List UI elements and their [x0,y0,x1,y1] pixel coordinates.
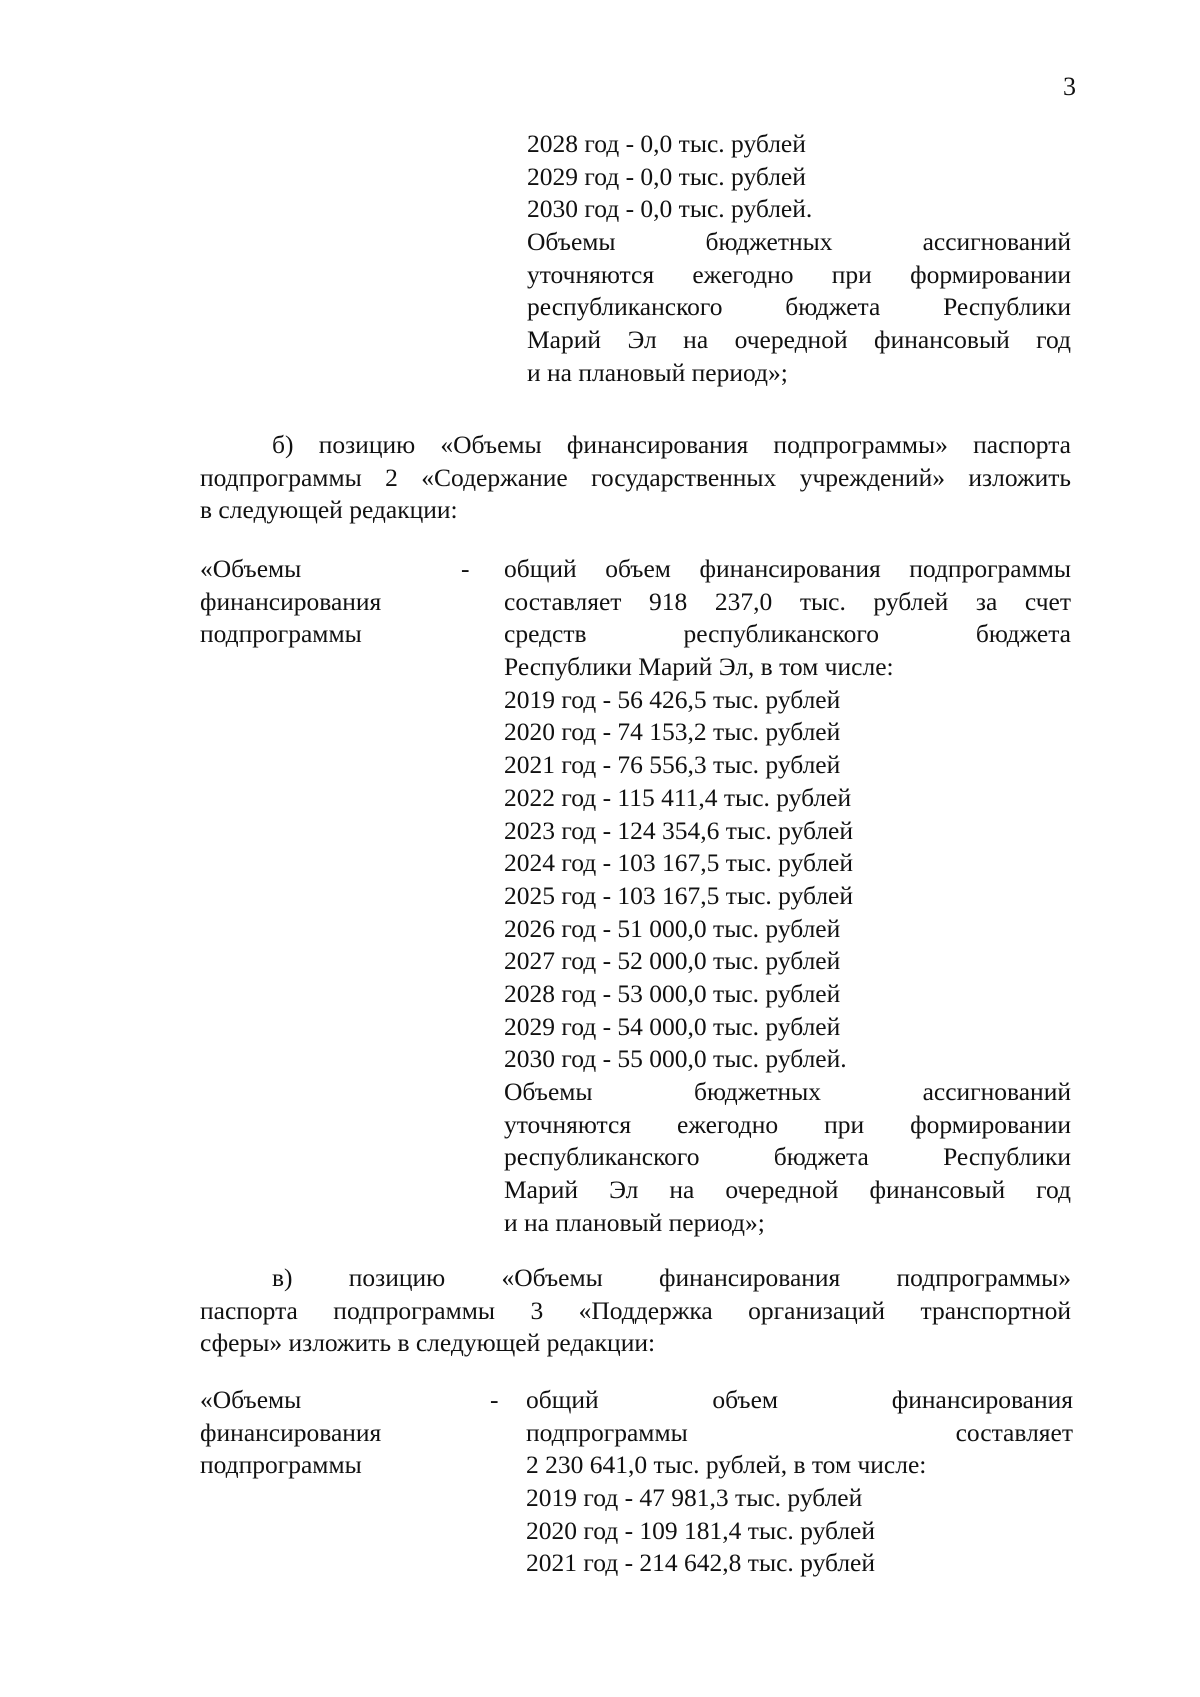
text-line: общий объем финансирования подпрограммы [504,554,1071,583]
text-line-last: 2 230 641,0 тыс. рублей, в том числе: [526,1450,927,1480]
note-line: республиканского бюджета Республики [504,1142,1071,1172]
paragraph-line-last: в следующей редакции: [200,495,458,525]
note-line: уточняются ежегодно при формировании [504,1109,1071,1139]
note-line: Марий Эл на очередной финансовый год [504,1175,1071,1205]
text-line: составляет 918 237,0 тыс. рублей за счет [504,586,1071,616]
year-line: 2030 год - 0,0 тыс. рублей. [527,194,813,224]
year-line: 2028 год - 0,0 тыс. рублей [527,129,806,158]
paragraph-line: подпрограммы 2 «Содержание государственных учреждений» изложить [200,462,1071,492]
label-line: «Объемы [200,554,302,583]
page-number: 3 [1063,72,1076,101]
year-line: 2024 год - 103 167,5 тыс. рублей [504,848,854,878]
table-b-value [504,553,1071,1239]
year-line: 2021 год - 76 556,3 тыс. рублей [504,750,841,780]
text-line: общий объем финансирования [526,1385,1073,1414]
paragraph-b [200,429,1071,527]
year-line: 2028 год - 53 000,0 тыс. рублей [504,978,841,1008]
table-v-label [200,1384,460,1482]
table-b-label [200,553,460,651]
label-line: финансирования [200,586,382,616]
table-b-dash: - [461,554,470,583]
paragraph-line-last: сферы» изложить в следующей редакции: [200,1328,656,1358]
year-line: 2029 год - 54 000,0 тыс. рублей [504,1011,841,1041]
text-line: подпрограммы составляет [526,1417,1073,1447]
year-line: 2020 год - 74 153,2 тыс. рублей [504,717,841,747]
text-line: средств республиканского бюджета [504,619,1071,649]
paragraph-v [200,1262,1071,1360]
note-line-last: и на плановый период»; [527,357,788,387]
label-line: «Объемы [200,1385,302,1414]
year-line: 2025 год - 103 167,5 тыс. рублей [504,880,854,910]
paragraph-line: б) позицию «Объемы финансирования подпрограммы» паспорта [272,430,1071,459]
year-line: 2021 год - 214 642,8 тыс. рублей [526,1548,876,1578]
paragraph-line: в) позицию «Объемы финансирования подпрограммы» [272,1263,1071,1292]
year-line: 2023 год - 124 354,6 тыс. рублей [504,815,854,845]
year-line: 2019 год - 56 426,5 тыс. рублей [504,684,841,714]
note-line-last: и на плановый период»; [504,1207,765,1237]
year-line: 2022 год - 115 411,4 тыс. рублей [504,782,852,812]
year-line: 2029 год - 0,0 тыс. рублей [527,161,806,191]
year-line: 2020 год - 109 181,4 тыс. рублей [526,1515,876,1545]
label-line: подпрограммы [200,619,362,649]
table-v-value [526,1384,1073,1580]
note-line: Объемы бюджетных ассигнований [527,227,1071,257]
paragraph-line: паспорта подпрограммы 3 «Поддержка организаций транспортной [200,1295,1071,1325]
label-line: финансирования [200,1417,382,1447]
table-v-dash: - [490,1385,499,1414]
year-line: 2027 год - 52 000,0 тыс. рублей [504,946,841,976]
note-line: уточняются ежегодно при формировании [527,259,1071,289]
note-line: Марий Эл на очередной финансовый год [527,325,1071,355]
top-continuation-block [527,128,1071,390]
note-line: республиканского бюджета Республики [527,292,1071,322]
label-line: подпрограммы [200,1450,362,1480]
year-line: 2019 год - 47 981,3 тыс. рублей [526,1483,863,1513]
year-line: 2026 год - 51 000,0 тыс. рублей [504,913,841,943]
year-line: 2030 год - 55 000,0 тыс. рублей. [504,1044,847,1074]
text-line-last: Республики Марий Эл, в том числе: [504,652,894,682]
note-line: Объемы бюджетных ассигнований [504,1077,1071,1106]
